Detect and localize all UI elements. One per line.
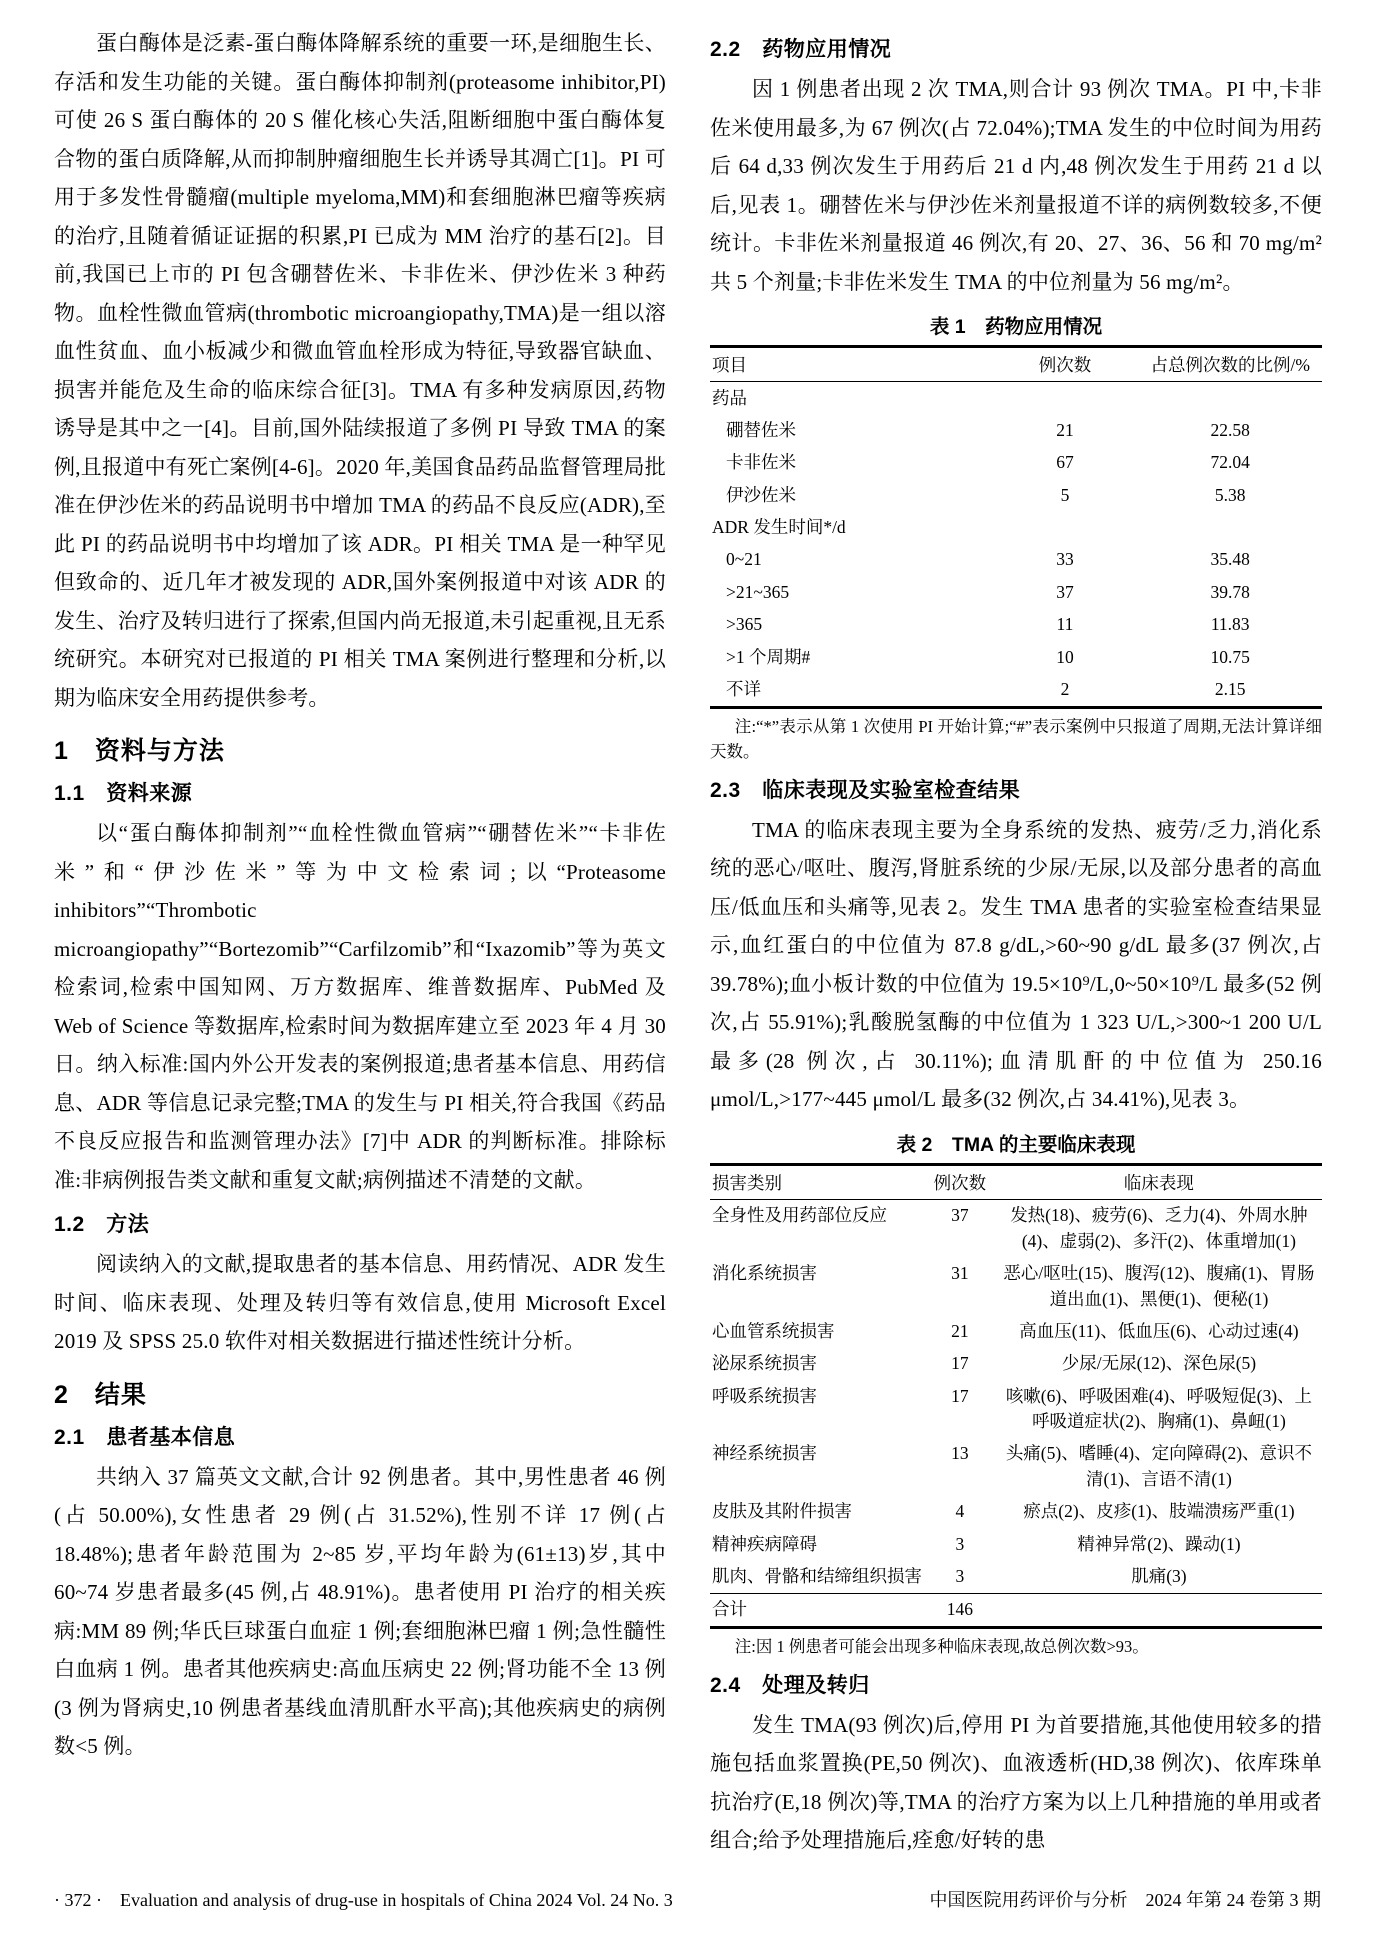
table1-cell-pct: 10.75 [1210,646,1250,667]
table2-total-row [710,1593,1322,1627]
table2-cell-count: 4 [955,1501,965,1522]
table2-cell-category: 泌尿系统损害 [712,1353,817,1374]
table2-cell-category: 肌肉、骨骼和结缔组织损害 [712,1565,922,1586]
table1-cell-pct: 72.04 [1210,452,1250,473]
drug-use-paragraph: 因 1 例患者出现 2 次 TMA,则合计 93 例次 TMA。PI 中,卡非佐米使用最多,为 67 例次(占 72.04%);TMA 发生的中位时间为用药后 64 d,33 例次发生于用药后 21 d 内,48 例次发生于用药 21 d 以后,见表 1。硼替佐米与伊沙佐米剂量报道不详的病例数较多,不便统计。卡非佐米剂量报道 46 例次,有 20、27、36、56 和 70 mg/m² 共 5 个剂量;卡非佐米发生 TMA 的中位剂量为 56 mg/m²。 [710,77,1322,294]
outcome-paragraph: 发生 TMA(93 例次)后,停用 PI 为首要措施,其他使用较多的措施包括血浆置换(PE,50 例次)、血液透析(HD,38 例次)、依库珠单抗治疗(E,18 例次)等,TMA 的治疗方案为以上几种措施的单用或者组合;给予处理措施后,痊愈/好转的患 [710,1712,1322,1853]
table1-cell-count: 33 [1056,549,1074,570]
left-column [54,24,666,1860]
table1-cell-count: 37 [1056,581,1074,602]
table1-cell-count: 11 [1056,614,1074,635]
table2-row [710,1258,1322,1316]
clinical-paragraph: TMA 的临床表现主要为全身系统的发热、疲劳/乏力,消化系统的恶心/呕吐、腹泻,肾脏系统的少尿/无尿,以及部分患者的高血压/低血压和头痛等,见表 2。发生 TMA 患者的实验室检查结果显示,血红蛋白的中位值为 87.8 g/dL,>60~90 g/dL 最多(37 例次,占 39.78%);血小板计数的中位值为 19.5×10⁹/L,0~50×10⁹/L 最多(52 例次,占 55.91%);乳酸脱氢酶的中位值为 1 323 U/L,>300~1 200 U/L 最多(28 例次,占 30.11%);血清肌酐的中位值为 250.16 μmol/L,>177~445 μmol/L 最多(32 例次,占 34.41%),见表 3。 [710,817,1322,1112]
table1-cell-label: ADR 发生时间*/d [712,517,846,537]
table1-cell-label: >21~365 [726,581,790,602]
table1-drug-application [710,345,1322,709]
table2-cell-category: 消化系统损害 [712,1263,817,1284]
section-heading-results: 2 结果 [54,1380,147,1409]
table2-cell-desc: 瘀点(2)、皮疹(1)、肢端溃疡严重(1) [1023,1501,1295,1522]
table2-cell-count: 21 [951,1320,969,1341]
table2-cell-desc: 少尿/无尿(12)、深色尿(5) [1061,1353,1257,1374]
table2-cell-count: 13 [951,1443,969,1464]
method-paragraph: 阅读纳入的文献,提取患者的基本信息、用药情况、ADR 发生时间、临床表现、处理及转归等有效信息,使用 Microsoft Excel 2019 及 SPSS 25.0 软件对相关数据进行描述性统计分析。 [54,1252,666,1353]
table1-cell-label: 不详 [726,678,761,699]
table1-cell-pct: 11.83 [1210,614,1250,635]
table2-cell-count: 37 [951,1205,969,1226]
table1-cell-count: 67 [1056,452,1074,473]
table1-body [710,382,1322,708]
table1-cell-count [992,382,1139,415]
table2-total-count: 146 [924,1593,996,1627]
table1-cell-count: 2 [1060,678,1070,699]
intro-paragraph: 蛋白酶体是泛素-蛋白酶体降解系统的重要一环,是细胞生长、存活和发生功能的关键。蛋白酶体抑制剂(proteasome inhibitor,PI)可使 26 S 蛋白酶体的 20 S 催化核心失活,阻断细胞中蛋白酶体复合物的蛋白质降解,从而抑制肿瘤细胞生长并诱导其凋亡[1]。PI 可用于多发性骨髓瘤(multiple myeloma,MM)和套细胞淋巴瘤等疾病的治疗,且随着循证证据的积累,PI 已成为 MM 治疗的基石[2]。目前,我国已上市的 PI 包含硼替佐米、卡非佐米、伊沙佐米 3 种药物。血栓性微血管病(thrombotic microangiopathy,TMA)是一组以溶血性贫血、血小板减少和微血管血栓形成为特征,导致器官缺血、损害并能危及生命的临床综合征[3]。TMA 有多种发病原因,药物诱导是其中之一[4]。目前,国外陆续报道了多例 PI 导致 TMA 的案例,且报道中有死亡案例[4-6]。2020 年,美国食品药品监督管理局批准在伊沙佐米的药品说明书中增加 TMA 的药品不良反应(ADR),至此 PI 的药品说明书中均增加了该 ADR。PI 相关 TMA 是一种罕见但致命的、近几年才被发现的 ADR,国外案例报道中对该 ADR 的发生、治疗及转归进行了探索,但国内尚无报道,未引起重视,且无系统研究。本研究对已报道的 PI 相关 TMA 案例进行整理和分析,以期为临床安全用药提供参考。 [54,31,666,710]
table1-cell-pct: 2.15 [1214,678,1246,699]
table2-cell-desc: 高血压(11)、低血压(6)、心动过速(4) [1019,1320,1299,1341]
table1-row [710,609,1322,641]
table2-cell-category: 皮肤及其附件损害 [712,1501,852,1522]
table2-row [710,1528,1322,1560]
table2-total-empty [996,1593,1322,1627]
table1-row [710,641,1322,673]
table1-header-pct: 占总例次数的比例/% [1138,347,1322,382]
table1-cell-count: 10 [1056,646,1074,667]
table2-cell-desc: 精神异常(2)、躁动(1) [1077,1533,1241,1554]
table2-cell-count: 17 [951,1353,969,1374]
table2-body [710,1199,1322,1593]
table1-cell-label: 伊沙佐米 [726,484,796,505]
table1-cell-pct [1138,512,1322,544]
table1-cell-label: 硼替佐米 [726,419,796,440]
footer-english: · 372 · Evaluation and analysis of drug-use in hospitals of China 2024 Vol. 24 No. 3 [54,1890,673,1910]
table2-cell-count: 31 [951,1263,969,1284]
patients-paragraph: 共纳入 37 篇英文文献,合计 92 例患者。其中,男性患者 46 例(占 50.00%),女性患者 29 例(占 31.52%),性别不详 17 例(占 18.48%);患者年龄范围为 2~85 岁,平均年龄为(61±13)岁,其中 60~74 岁患者最多(45 例,占 48.91%)。患者使用 PI 治疗的相关疾病:MM 89 例;华氏巨球蛋白血症 1 例;套细胞淋巴瘤 1 例;急性髓性白血病 1 例。患者其他疾病史:高血压病史 22 例;肾功能不全 13 例(3 例为肾病史,10 例患者基线血清肌酐水平高);其他疾病史的病例数<5 例。 [54,1464,666,1758]
table1-cell-pct: 22.58 [1210,419,1250,440]
table1-row [710,382,1322,415]
table1-note: 注:“*”表示从第 1 次使用 PI 开始计算;“#”表示案例中只报道了周期,无法计算详细天数。 [710,716,1322,762]
table1-cell-count [992,512,1139,544]
table1-cell-pct: 35.48 [1210,549,1250,570]
table1-header-row [710,347,1322,382]
section-heading-methods: 1 资料与方法 [54,737,225,765]
table2-cell-desc: 肌痛(3) [1131,1565,1187,1586]
table1-row [710,673,1322,707]
table1-cell-count: 5 [1060,484,1070,505]
table2-cell-desc: 咳嗽(6)、呼吸困难(4)、呼吸短促(3)、上呼吸道症状(2)、胸痛(1)、鼻衄(1) [1005,1385,1313,1431]
table1-cell-pct: 5.38 [1214,484,1246,505]
footer-chinese: 中国医院用药评价与分析 2024 年第 24 卷第 3 期 [929,1890,1321,1910]
table2-row [710,1380,1322,1438]
table2-row [710,1438,1322,1496]
table2-cell-count: 3 [955,1533,965,1554]
table2-cell-desc: 头痛(5)、嗜睡(4)、定向障碍(2)、意识不清(1)、言语不清(1) [1005,1443,1313,1489]
table2-note: 注:因 1 例患者可能会出现多种临床表现,故总例次数>93。 [734,1637,1149,1657]
table2-row [710,1496,1322,1528]
table2-cell-category: 心血管系统损害 [712,1320,835,1341]
table2-total-label: 合计 [710,1593,924,1627]
table2-header-manifestation: 临床表现 [996,1164,1322,1199]
table2-header-count: 例次数 [924,1164,996,1199]
table1-header-count: 例次数 [992,347,1139,382]
table1-cell-pct: 39.78 [1210,581,1250,602]
data-source-paragraph: 以“蛋白酶体抑制剂”“血栓性微血管病”“硼替佐米”“卡非佐米”和“伊沙佐米”等为中文检索词;以“Proteasome inhibitors”“Thrombotic microangiopathy”“Bortezomib”“Carfilzomib”和“Ixazomib”等为英文检索词,检索中国知网、万方数据库、维普数据库、PubMed 及 Web of Science 等数据库,检索时间为数据库建立至 2023 年 4 月 30 日。纳入标准:国内外公开发表的案例报道;患者基本信息、用药信息、ADR 等信息记录完整;TMA 的发生与 PI 相关,符合我国《药品不良反应报告和监测管理办法》[7]中 ADR 的判断标准。排除标准:非病例报告类文献和重复文献;病例描述不清楚的文献。 [54,821,666,1192]
table1-caption: 表 1 药物应用情况 [929,316,1103,338]
right-column [710,24,1322,1860]
table2-header-row [710,1164,1322,1199]
table2-cell-category: 全身性及用药部位反应 [712,1205,887,1226]
subsection-heading-outcome: 2.4 处理及转归 [710,1673,870,1697]
table2-row [710,1199,1322,1257]
table1-row [710,447,1322,479]
table2-header-category: 损害类别 [710,1164,924,1199]
table2-cell-desc: 恶心/呕吐(15)、腹泻(12)、腹痛(1)、胃肠道出血(1)、黑便(1)、便秘(1) [1003,1263,1315,1309]
table2-clinical-manifestations [710,1163,1322,1629]
table2-cell-category: 呼吸系统损害 [712,1385,817,1406]
table2-row [710,1560,1322,1593]
table1-row [710,576,1322,608]
table2-row [710,1315,1322,1347]
table2-cell-category: 精神疾病障碍 [712,1533,817,1554]
table1-cell-count: 21 [1056,419,1074,440]
page-footer [54,1886,1321,1912]
table1-cell-label: 药品 [712,387,747,408]
table1-cell-label: 0~21 [726,549,762,570]
table2-caption: 表 2 TMA 的主要临床表现 [896,1133,1136,1156]
table1-header-item: 项目 [710,347,992,382]
table1-row [710,544,1322,576]
table2-cell-category: 神经系统损害 [712,1443,817,1464]
table2-cell-desc: 发热(18)、疲劳(6)、乏力(4)、外周水肿(4)、虚弱(2)、多汗(2)、体重增加(1) [1010,1205,1308,1251]
table1-cell-label: 卡非佐米 [726,452,796,473]
table1-cell-pct [1138,382,1322,415]
subsection-heading-drug-use: 2.2 药物应用情况 [710,38,892,61]
table1-row [710,479,1322,511]
subsection-heading-clinical: 2.3 临床表现及实验室检查结果 [710,778,1021,802]
table1-row [710,512,1322,544]
table1-cell-label: >1 个周期# [726,646,811,667]
subsection-heading-patients: 2.1 患者基本信息 [54,1425,236,1449]
subsection-heading-method: 1.2 方法 [54,1213,150,1236]
table2-cell-count: 3 [955,1565,965,1586]
table2-cell-count: 17 [951,1385,969,1406]
table1-cell-label: >365 [726,614,763,635]
table2-row [710,1348,1322,1380]
subsection-heading-data-source: 1.1 资料来源 [54,782,193,805]
table1-row [710,414,1322,446]
